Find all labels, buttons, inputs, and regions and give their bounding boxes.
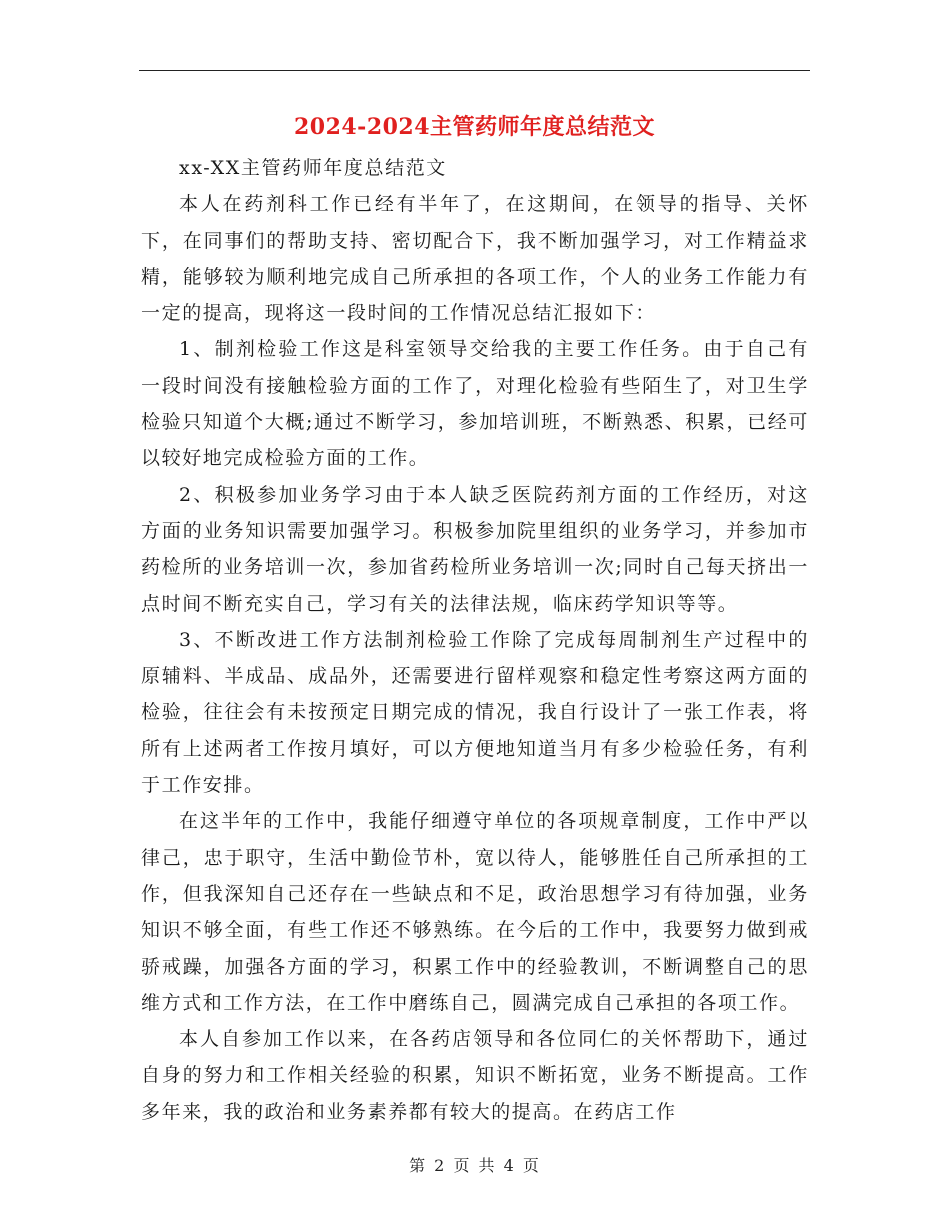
header-rule bbox=[139, 70, 810, 71]
intro-paragraph: 本人在药剂科工作已经有半年了，在这期间，在领导的指导、关怀下，在同事们的帮助支持、密切配合下，我不断加强学习，对工作精益求精，能够较为顺利地完成自己所承担的各项工作，个人的业务工作能力有一定的提高，现将这一段时间的工作情况总结汇报如下： bbox=[141, 193, 809, 325]
page-number: 第 2 页 共 4 页 bbox=[409, 1156, 541, 1175]
document-title: 2024-2024主管药师年度总结范文 bbox=[293, 114, 656, 140]
closing-paragraph: 本人自参加工作以来，在各药店领导和各位同仁的关怀帮助下，通过自身的努力和工作相关经验的积累，知识不断拓宽，业务不断提高。工作多年来，我的政治和业务素养都有较大的提高。在药店工作 bbox=[141, 1028, 809, 1123]
summary-paragraph: 在这半年的工作中，我能仔细遵守单位的各项规章制度，工作中严以律己，忠于职守，生活中勤俭节朴，宽以待人，能够胜任自己所承担的工作，但我深知自己还存在一些缺点和不足，政治思想学习有待加强，业务知识不够全面，有些工作还不够熟练。在今后的工作中，我要努力做到戒骄戒躁，加强各方面的学习，积累工作中的经验教训，不断调整自己的思维方式和工作方法，在工作中磨练自己，圆满完成自己承担的各项工作。 bbox=[141, 810, 809, 1014]
paragraph-item-3: 3、不断改进工作方法制剂检验工作除了完成每周制剂生产过程中的原辅料、半成品、成品外，还需要进行留样观察和稳定性考察这两方面的检验，往往会有未按预定日期完成的情况，我自行设计了一张工作表，将所有上述两者工作按月填好，可以方便地知道当月有多少检验任务，有利于工作安排。 bbox=[141, 628, 809, 797]
paragraph-item-1: 1、制剂检验工作这是科室领导交给我的主要工作任务。由于自己有一段时间没有接触检验方面的工作了，对理化检验有些陌生了，对卫生学检验只知道个大概;通过不断学习，参加培训班，不断熟悉、积累，已经可以较好地完成检验方面的工作。 bbox=[141, 338, 809, 470]
paragraph-item-2: 2、积极参加业务学习由于本人缺乏医院药剂方面的工作经历，对这方面的业务知识需要加强学习。积极参加院里组织的业务学习，并参加市药检所的业务培训一次，参加省药检所业务培训一次;同时自己每天挤出一点时间不断充实自己，学习有关的法律法规，临床药学知识等等。 bbox=[141, 483, 809, 615]
subtitle-paragraph: xx-XX主管药师年度总结范文 bbox=[179, 157, 447, 179]
document-body bbox=[141, 150, 809, 1130]
